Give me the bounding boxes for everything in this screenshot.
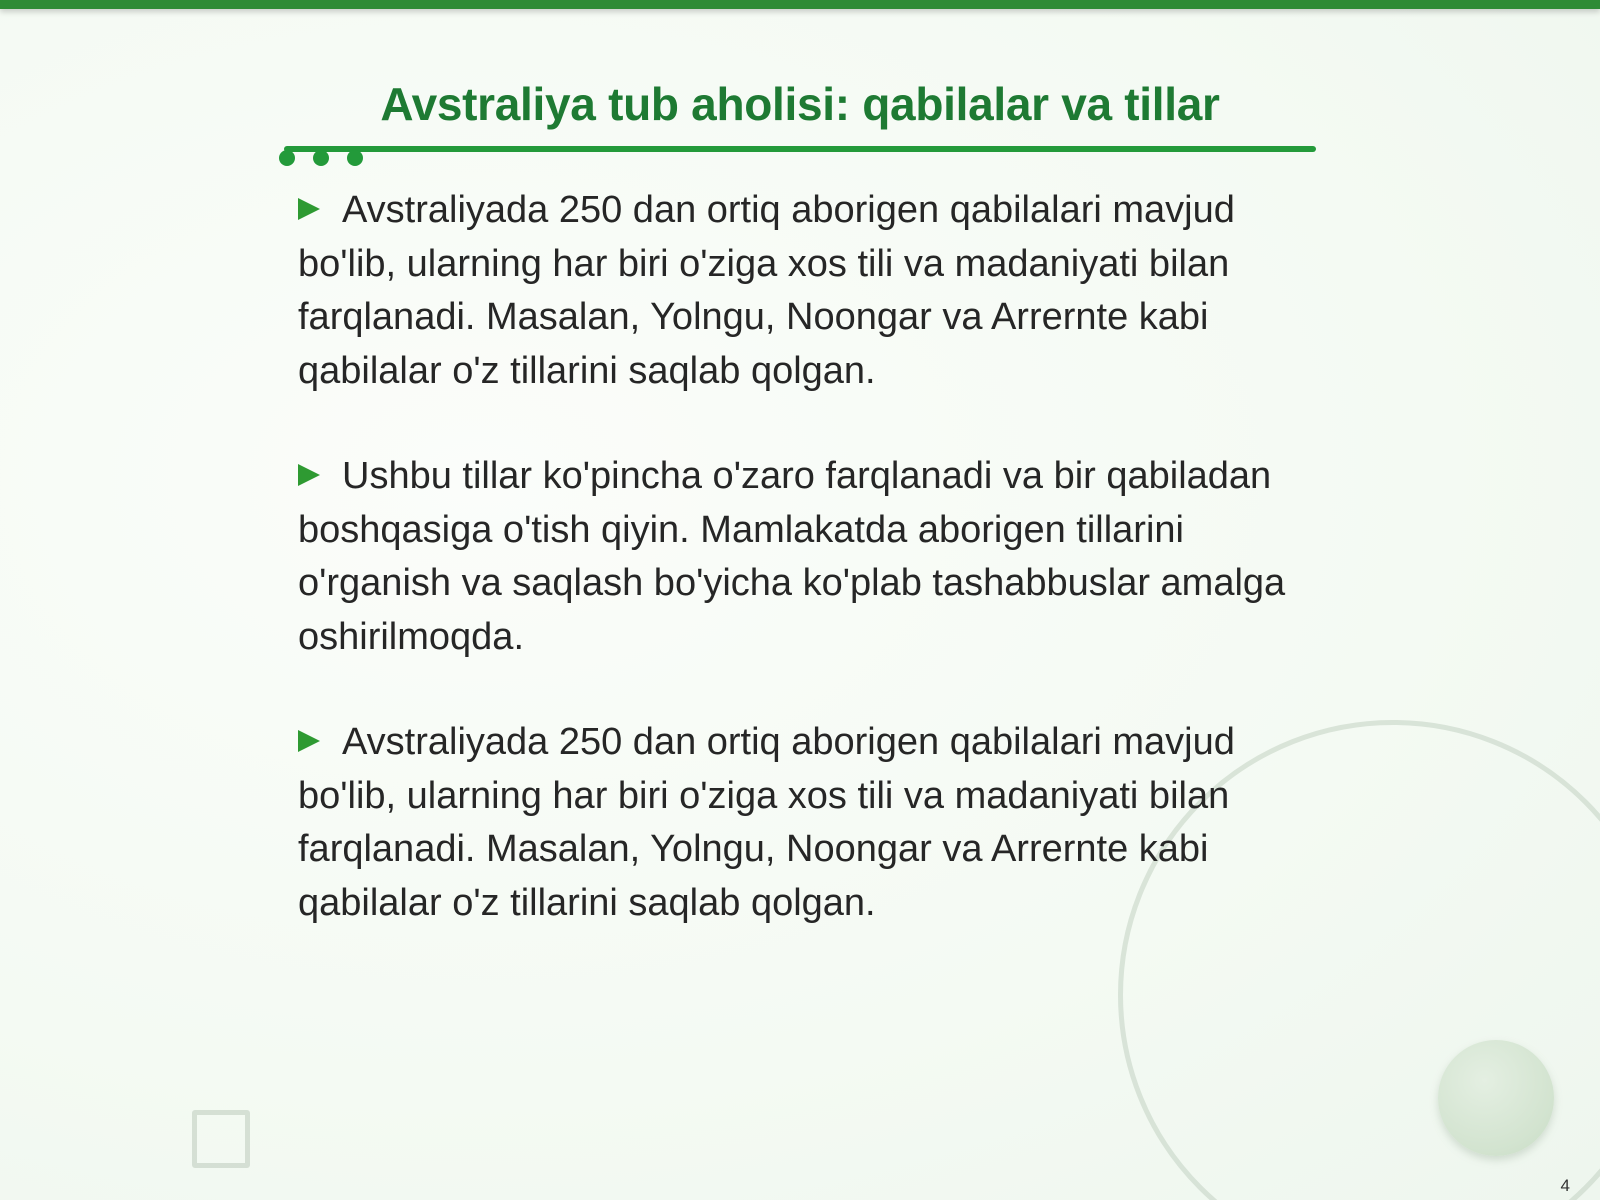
title-dot-1	[279, 150, 295, 166]
title-underline	[284, 146, 1316, 152]
title-dot-2	[313, 150, 329, 166]
triangle-arrow-icon	[298, 464, 320, 486]
triangle-arrow-icon	[298, 730, 320, 752]
bullet-item	[298, 716, 1308, 930]
top-accent-bar	[0, 0, 1600, 9]
bullet-list	[298, 184, 1308, 982]
bullet-text: Ushbu tillar ko'pincha o'zaro farqlanadi va bir qabiladan boshqasiga o'tish qiyin. Mamlakatda aborigen tillarini o'rganish va saqlash bo'yicha ko'plab tashabbuslar amalga oshirilmoqda.	[298, 455, 1286, 658]
bullet-text: Avstraliyada 250 dan ortiq aborigen qabilalari mavjud bo'lib, ularning har biri o'ziga xos tili va madaniyati bilan farqlanadi. Masalan, Yolngu, Noongar va Arrernte kabi qabilalar o'z tillarini saqlab qolgan.	[298, 189, 1235, 392]
page-number: 4	[1560, 1176, 1570, 1195]
decorative-sphere	[1438, 1040, 1554, 1156]
decorative-square	[192, 1110, 250, 1168]
bullet-item	[298, 450, 1308, 664]
bullet-item	[298, 184, 1308, 398]
bullet-text: Avstraliyada 250 dan ortiq aborigen qabilalari mavjud bo'lib, ularning har biri o'ziga xos tili va madaniyati bilan farqlanadi. Masalan, Yolngu, Noongar va Arrernte kabi qabilalar o'z tillarini saqlab qolgan.	[298, 721, 1235, 924]
slide-title: Avstraliya tub aholisi: qabilalar va tillar	[380, 78, 1220, 130]
triangle-arrow-icon	[298, 198, 320, 220]
title-dot-3	[347, 150, 363, 166]
